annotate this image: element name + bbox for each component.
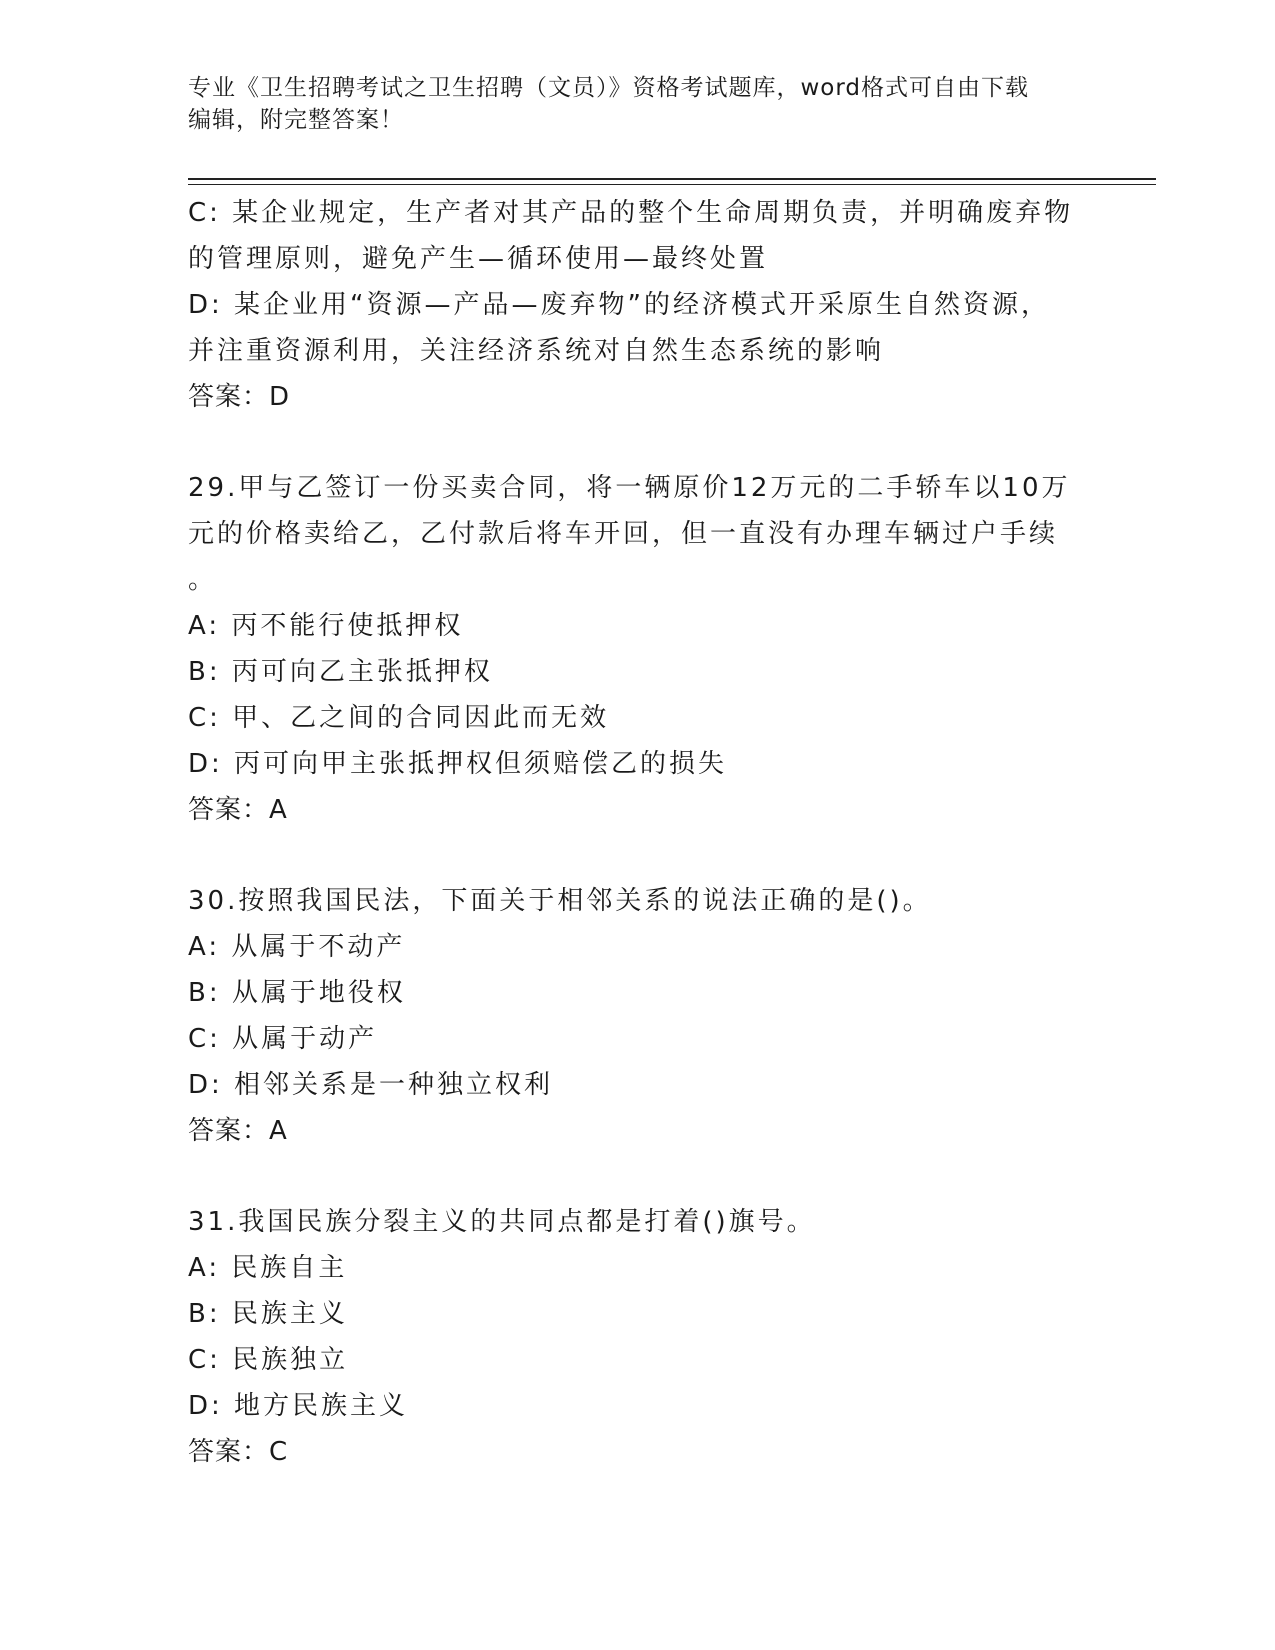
option-d-line-2: 并注重资源利用，关注经济系统对自然生态系统的影响 [188,336,885,366]
header-line-2: 编辑，附完整答案！ [188,107,404,133]
option-c: C: 甲、乙之间的合同因此而无效 [188,703,610,733]
question-stem-line-2: 元的价格卖给乙，乙付款后将车开回，但一直没有办理车辆过户手续 [188,519,1059,549]
question-30-block [188,878,1088,1154]
question-29-block [188,465,1088,833]
question-stem: 30.按照我国民法，下面关于相邻关系的说法正确的是()。 [188,886,932,916]
header-rule-thick [188,178,1156,180]
option-b: B: 丙可向乙主张抵押权 [188,657,493,687]
answer: 答案：D [188,382,291,412]
option-d: D: 地方民族主义 [188,1391,409,1421]
option-b: B: 从属于地役权 [188,978,406,1008]
answer: 答案：A [188,795,288,825]
option-c-line-2: 的管理原则，避免产生—循环使用—最终处置 [188,244,769,274]
option-a: A: 丙不能行使抵押权 [188,611,464,641]
question-stem-line-1: 29.甲与乙签订一份买卖合同，将一辆原价12万元的二手轿车以10万 [188,473,1071,503]
option-d: D: 丙可向甲主张抵押权但须赔偿乙的损失 [188,749,728,779]
question-stem: 31.我国民族分裂主义的共同点都是打着()旗号。 [188,1207,816,1237]
option-c: C: 从属于动产 [188,1024,378,1054]
question-stem-line-3: 。 [188,565,218,595]
question-list [188,190,1088,1475]
spacer [188,420,1088,465]
spacer [188,1154,1088,1199]
answer: 答案：C [188,1437,289,1467]
option-a: A: 从属于不动产 [188,932,406,962]
answer: 答案：A [188,1116,288,1146]
option-a: A: 民族自主 [188,1253,348,1283]
option-c: C: 民族独立 [188,1345,349,1375]
question-31-block [188,1199,1088,1475]
header-line-1: 专业《卫生招聘考试之卫生招聘（文员）》资格考试题库，word格式可自由下载 [188,75,1030,101]
option-d-line-1: D: 某企业用“资源—产品—废弃物”的经济模式开采原生自然资源， [188,290,1050,320]
header-rule-thin [188,184,1156,185]
option-d: D: 相邻关系是一种独立权利 [188,1070,554,1100]
option-b: B: 民族主义 [188,1299,348,1329]
spacer [188,833,1088,878]
previous-question-block [188,190,1088,420]
option-c-line-1: C: 某企业规定，生产者对其产品的整个生命周期负责，并明确废弃物 [188,198,1074,228]
document-header [188,72,1088,136]
